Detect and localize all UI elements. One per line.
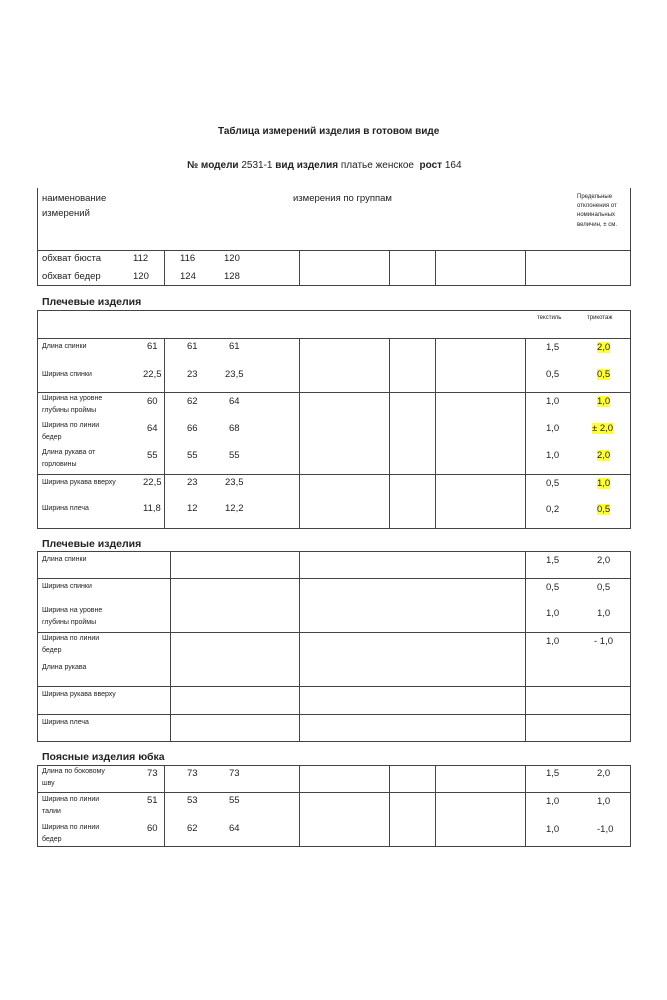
base-row-label: обхват бюста — [42, 253, 102, 264]
s3-value: 55 — [229, 795, 240, 806]
s2-row-label: Ширина плеча — [42, 719, 89, 726]
s1-row-label-cont: горловины — [42, 461, 77, 468]
page-title: Таблица измерений изделия в готовом виде — [218, 126, 440, 137]
s1-textile: 1,5 — [546, 342, 560, 353]
base-row-label: обхват бедер — [42, 271, 101, 282]
s3-textile: 1,0 — [546, 824, 560, 835]
section2-title: Плечевые изделия — [42, 538, 142, 550]
s1-value: 61 — [229, 341, 240, 352]
s1-knit: ± 2,0 — [592, 423, 614, 434]
s1-row-label: Ширина на уровне — [42, 395, 103, 402]
s1-knit: 1,0 — [597, 478, 611, 489]
header-groups-label: измерения по группам — [293, 193, 392, 204]
s1-value: 12 — [187, 503, 198, 514]
s3-row-label-cont: бедер — [42, 836, 62, 843]
s2-row-label: Ширина спинки — [42, 583, 92, 590]
s3-textile: 1,5 — [546, 768, 560, 779]
model-label: № модели — [187, 160, 239, 171]
s3-row-label-cont: талии — [42, 808, 61, 815]
s1-value: 11,8 — [143, 503, 161, 514]
s3-row-label: Ширина по линии — [42, 796, 100, 803]
s2-row-label: Ширина по линии — [42, 635, 100, 642]
s2-textile: 1,0 — [546, 636, 560, 647]
base-row-value: 116 — [180, 253, 196, 264]
s1-value: 68 — [229, 423, 240, 434]
type-value: платье женское — [340, 160, 414, 171]
s1-textile: 1,0 — [546, 450, 560, 461]
s1-row-label: Ширина по линии — [42, 422, 100, 429]
s1-value: 22,5 — [143, 369, 162, 380]
header-tolerance-line3: номинальных — [577, 212, 616, 218]
s2-knit: - 1,0 — [594, 636, 614, 647]
s1-knit: 2,0 — [597, 342, 611, 353]
s1-value: 66 — [187, 423, 198, 434]
s3-knit: 2,0 — [597, 768, 611, 779]
s1-textile: 1,0 — [546, 396, 560, 407]
model-value: 2531-1 — [241, 160, 273, 171]
section1-title: Плечевые изделия — [42, 296, 142, 308]
s2-row-label: Длина спинки — [42, 556, 87, 563]
s3-textile: 1,0 — [546, 796, 560, 807]
s1-knit: 2,0 — [597, 450, 611, 461]
model-subtitle — [187, 160, 462, 171]
s2-row-label: Длина рукава — [42, 664, 87, 671]
s1-value: 62 — [187, 396, 198, 407]
s1-value: 60 — [147, 396, 158, 407]
col-knit-header: трикотаж — [587, 315, 613, 321]
s3-row-label: Длина по боковому — [42, 768, 105, 775]
s1-textile: 0,5 — [546, 369, 560, 380]
s2-row-label: Ширина рукава вверху — [42, 691, 116, 698]
s1-row-label-cont: бедер — [42, 434, 62, 441]
base-row-value: 120 — [224, 253, 240, 264]
s3-value: 64 — [229, 823, 240, 834]
s3-row-label: Ширина по линии — [42, 824, 100, 831]
s3-knit: 1,0 — [597, 796, 611, 807]
s2-knit: 2,0 — [597, 555, 611, 566]
height-value: 164 — [444, 160, 462, 171]
s1-value: 64 — [229, 396, 240, 407]
s1-value: 22,5 — [143, 477, 162, 488]
s1-value: 12,2 — [225, 503, 244, 514]
s2-row-label-cont: глубины проймы — [42, 619, 97, 626]
s3-value: 53 — [187, 795, 198, 806]
s2-textile: 1,0 — [546, 608, 560, 619]
base-row-value: 128 — [224, 271, 240, 282]
height-label: рост — [419, 160, 443, 171]
s1-knit: 0,5 — [597, 369, 611, 380]
s1-textile: 0,2 — [546, 504, 560, 515]
s1-value: 55 — [187, 450, 198, 461]
header-tolerance-line2: отклонения от — [577, 203, 617, 209]
s2-row-label: Ширина на уровне — [42, 607, 103, 614]
s3-row-label-cont: шву — [42, 780, 55, 787]
s1-value: 55 — [229, 450, 240, 461]
s1-row-label: Ширина спинки — [42, 371, 92, 378]
s1-row-label-cont: глубины проймы — [42, 407, 97, 414]
header-tolerance-line4: величин, ± см. — [577, 222, 617, 228]
s2-knit: 1,0 — [597, 608, 611, 619]
s1-value: 64 — [147, 423, 158, 434]
s1-value: 23 — [187, 369, 198, 380]
s2-row-label-cont: бедер — [42, 647, 62, 654]
s1-textile: 0,5 — [546, 478, 560, 489]
header-tolerance-line1: Предельные — [577, 194, 613, 200]
s3-value: 73 — [229, 768, 240, 779]
s1-value: 55 — [147, 450, 158, 461]
header-name-line1: наименование — [42, 193, 107, 204]
s2-knit: 0,5 — [597, 582, 611, 593]
s1-value: 23,5 — [225, 477, 244, 488]
s1-row-label: Ширина плеча — [42, 505, 89, 512]
s3-value: 73 — [187, 768, 198, 779]
col-textile-header: текстиль — [537, 315, 562, 321]
s1-value: 61 — [187, 341, 198, 352]
base-row-value: 120 — [133, 271, 149, 282]
s1-row-label: Ширина рукава вверху — [42, 479, 116, 486]
s1-knit: 1,0 — [597, 396, 611, 407]
s1-knit: 0,5 — [597, 504, 611, 515]
s3-value: 60 — [147, 823, 158, 834]
s3-value: 51 — [147, 795, 158, 806]
s3-value: 73 — [147, 768, 158, 779]
s1-value: 23,5 — [225, 369, 244, 380]
s1-row-label: Длина спинки — [42, 343, 87, 350]
s1-value: 61 — [147, 341, 158, 352]
section3-title: Поясные изделия юбка — [42, 751, 165, 763]
s1-row-label: Длина рукава от — [42, 449, 96, 456]
s1-value: 23 — [187, 477, 198, 488]
base-row-value: 112 — [133, 253, 149, 264]
s3-value: 62 — [187, 823, 198, 834]
header-name-line2: измерений — [42, 208, 90, 219]
s2-textile: 0,5 — [546, 582, 560, 593]
base-row-value: 124 — [180, 271, 196, 282]
s3-knit: -1,0 — [597, 824, 614, 835]
type-label: вид изделия — [275, 160, 339, 171]
s1-textile: 1,0 — [546, 423, 560, 434]
s2-textile: 1,5 — [546, 555, 560, 566]
